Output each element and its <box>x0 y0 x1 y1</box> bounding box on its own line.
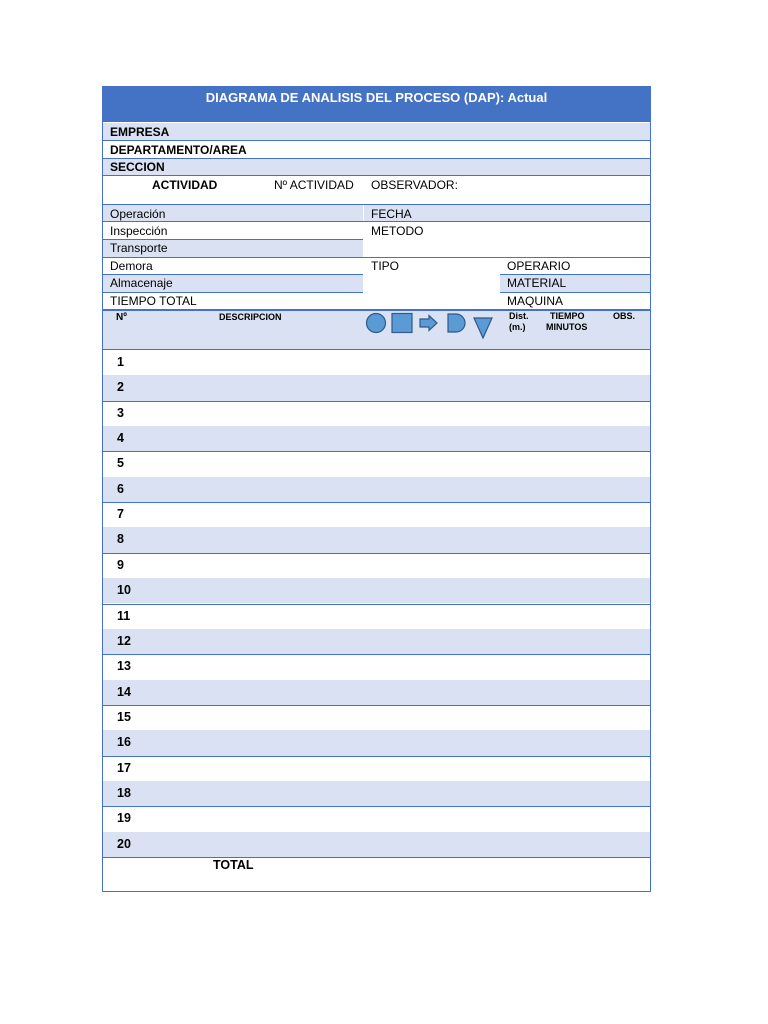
process-symbols <box>365 312 497 340</box>
total-label: TOTAL <box>213 858 254 872</box>
dap-form <box>102 86 651 892</box>
row-number: 18 <box>117 785 131 800</box>
table-row[interactable] <box>103 401 650 426</box>
tipo-label: TIPO <box>371 259 400 273</box>
table-row[interactable] <box>103 553 650 578</box>
table-row[interactable] <box>103 604 650 629</box>
activity-demora: Demora <box>110 259 153 273</box>
table-row[interactable] <box>103 806 650 831</box>
table-row[interactable] <box>103 350 650 375</box>
row-number: 1 <box>117 355 124 369</box>
transport-arrow-icon <box>420 316 437 331</box>
fecha-label: FECHA <box>371 207 412 221</box>
row-number: 9 <box>117 557 124 572</box>
maquina-label: MAQUINA <box>507 294 564 308</box>
row-number: 17 <box>117 760 131 775</box>
row-number: 15 <box>117 709 131 724</box>
row-number: 6 <box>117 481 124 496</box>
form-title: DIAGRAMA DE ANALISIS DEL PROCESO (DAP): Actual <box>103 87 650 122</box>
empresa-band <box>103 123 650 140</box>
actividad-label: ACTIVIDAD <box>152 178 218 192</box>
col-dist-unit: (m.) <box>509 322 526 332</box>
activity-almacenaje: Almacenaje <box>110 276 173 290</box>
row-number: 3 <box>117 405 124 420</box>
table-row[interactable] <box>103 527 650 552</box>
table-row[interactable] <box>103 680 650 705</box>
material-label: MATERIAL <box>507 276 567 290</box>
table-row[interactable] <box>103 654 650 679</box>
empresa-label: EMPRESA <box>110 125 170 139</box>
activity-inspeccion: Inspección <box>110 224 168 238</box>
table-row[interactable] <box>103 578 650 603</box>
row-number: 19 <box>117 811 131 826</box>
table-row[interactable] <box>103 477 650 502</box>
operario-label: OPERARIO <box>507 259 571 273</box>
operation-circle-icon <box>367 314 386 333</box>
table-row[interactable] <box>103 781 650 806</box>
col-tiempo-unit: MINUTOS <box>546 322 588 332</box>
row-number: 7 <box>117 507 124 522</box>
table-row[interactable] <box>103 375 650 400</box>
col-dist: Dist. <box>509 311 529 321</box>
metodo-label: METODO <box>371 224 424 238</box>
row-number: 4 <box>117 431 124 446</box>
row-number: 10 <box>117 583 131 598</box>
delay-d-shape-icon <box>448 314 465 332</box>
inspection-square-icon <box>392 314 412 333</box>
row-number: 2 <box>117 380 124 395</box>
table-row[interactable] <box>103 426 650 451</box>
table-row[interactable] <box>103 730 650 755</box>
row-number: 5 <box>117 456 124 471</box>
row-number: 14 <box>117 684 131 699</box>
row-number: 13 <box>117 659 131 674</box>
num-actividad-label: Nº ACTIVIDAD <box>274 178 354 192</box>
observador-label: OBSERVADOR: <box>371 178 458 192</box>
row-number: 12 <box>117 633 131 648</box>
storage-triangle-icon <box>474 318 492 338</box>
activity-operacion: Operación <box>110 207 166 221</box>
seccion-band <box>103 158 650 175</box>
departamento-label: DEPARTAMENTO/AREA <box>110 143 247 157</box>
row-number: 8 <box>117 532 124 547</box>
col-obs: OBS. <box>613 311 636 321</box>
table-row[interactable] <box>103 629 650 654</box>
col-num: Nº <box>116 312 127 323</box>
col-tiempo: TIEMPO <box>550 311 585 321</box>
row-number: 16 <box>117 735 131 750</box>
seccion-label: SECCION <box>110 160 165 174</box>
activity-tiempo-total: TIEMPO TOTAL <box>110 294 197 308</box>
col-descripcion: DESCRIPCION <box>219 312 282 322</box>
table-row[interactable] <box>103 756 650 781</box>
row-number: 20 <box>117 836 131 851</box>
table-row[interactable] <box>103 832 650 857</box>
table-row[interactable] <box>103 705 650 730</box>
table-row[interactable] <box>103 451 650 476</box>
table-row[interactable] <box>103 502 650 527</box>
row-number: 11 <box>117 608 131 623</box>
activity-transporte: Transporte <box>110 241 168 255</box>
